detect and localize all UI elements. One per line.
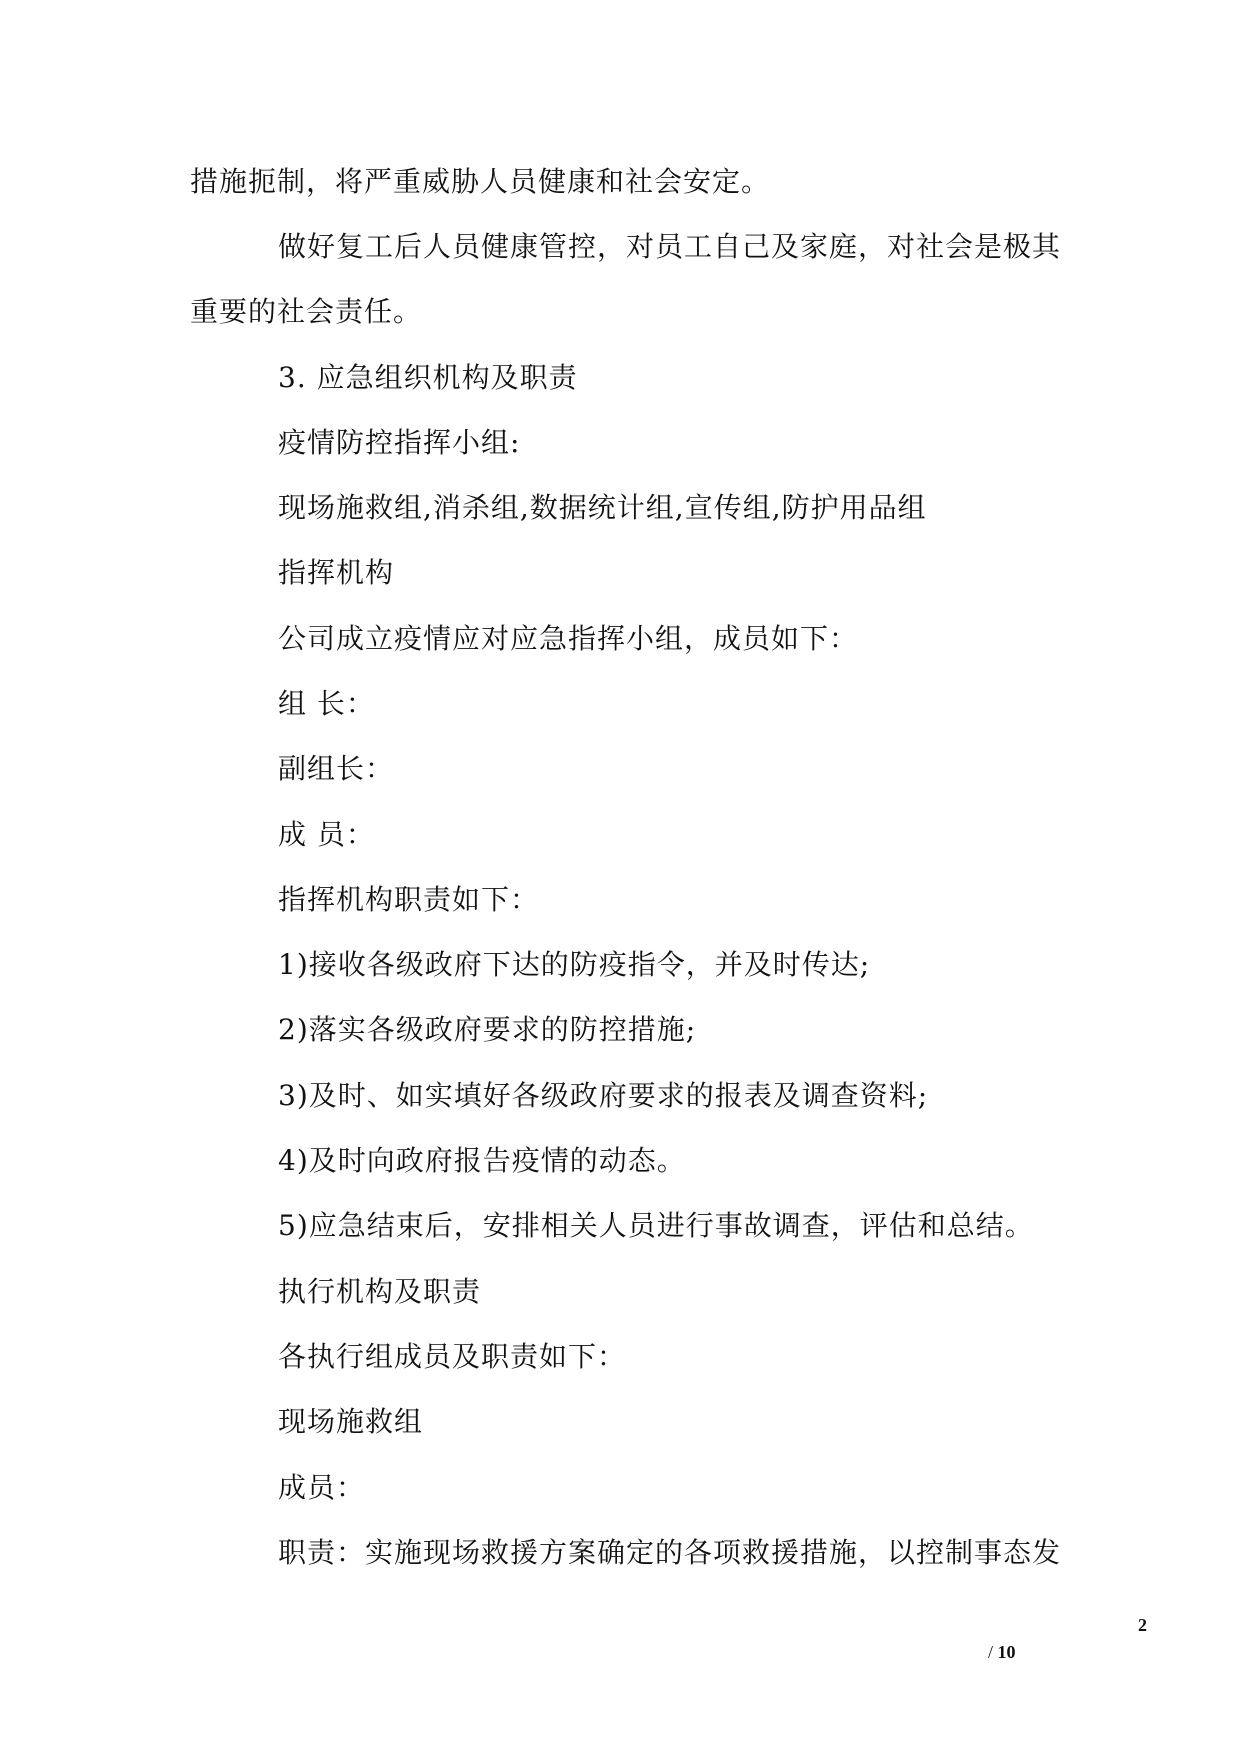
paragraph-line-12: 指挥机构职责如下：: [278, 883, 540, 916]
list-item-4: 4)及时向政府报告疫情的动态。: [278, 1144, 686, 1177]
paragraph-line-19: 各执行组成员及职责如下：: [278, 1340, 627, 1373]
subheading-command: 指挥机构: [278, 556, 395, 589]
page-total-indicator: [988, 1641, 1016, 1663]
section-heading: 3. 应急组织机构及职责: [278, 361, 578, 394]
paragraph-line-22: 职责：实施现场救援方案确定的各项救援措施，以控制事态发: [278, 1536, 1062, 1569]
paragraph-line-20: 现场施救组: [278, 1405, 424, 1438]
page-number: 2: [1138, 1615, 1147, 1635]
paragraph-line-10: 副组长：: [278, 752, 395, 785]
list-item-3: 3)及时、如实填好各级政府要求的报表及调查资料;: [278, 1079, 929, 1112]
page-total-count: 10: [997, 1642, 1016, 1662]
paragraph-line-3: 重要的社会责任。: [190, 295, 423, 328]
paragraph-line-1: 措施扼制，将严重威胁人员健康和社会安定。: [190, 165, 771, 198]
page-total-slash: /: [988, 1642, 994, 1662]
subheading-execution: 执行机构及职责: [278, 1275, 482, 1308]
list-item-1: 1)接收各级政府下达的防疫指令，并及时传达;: [278, 948, 871, 981]
paragraph-line-2: 做好复工后人员健康管控，对员工自己及家庭，对社会是极其: [278, 230, 1062, 263]
paragraph-line-8: 公司成立疫情应对应急指挥小组，成员如下：: [278, 622, 859, 655]
paragraph-line-6: 现场施救组,消杀组,数据统计组,宣传组,防护用品组: [278, 491, 927, 524]
paragraph-line-5: 疫情防控指挥小组:: [278, 426, 521, 459]
paragraph-line-9: 组 长：: [278, 687, 375, 720]
list-item-5: 5)应急结束后，安排相关人员进行事故调查，评估和总结。: [278, 1209, 1034, 1242]
paragraph-line-21: 成员：: [278, 1471, 366, 1504]
paragraph-line-11: 成 员：: [278, 818, 375, 851]
list-item-2: 2)落实各级政府要求的防控措施;: [278, 1013, 697, 1046]
